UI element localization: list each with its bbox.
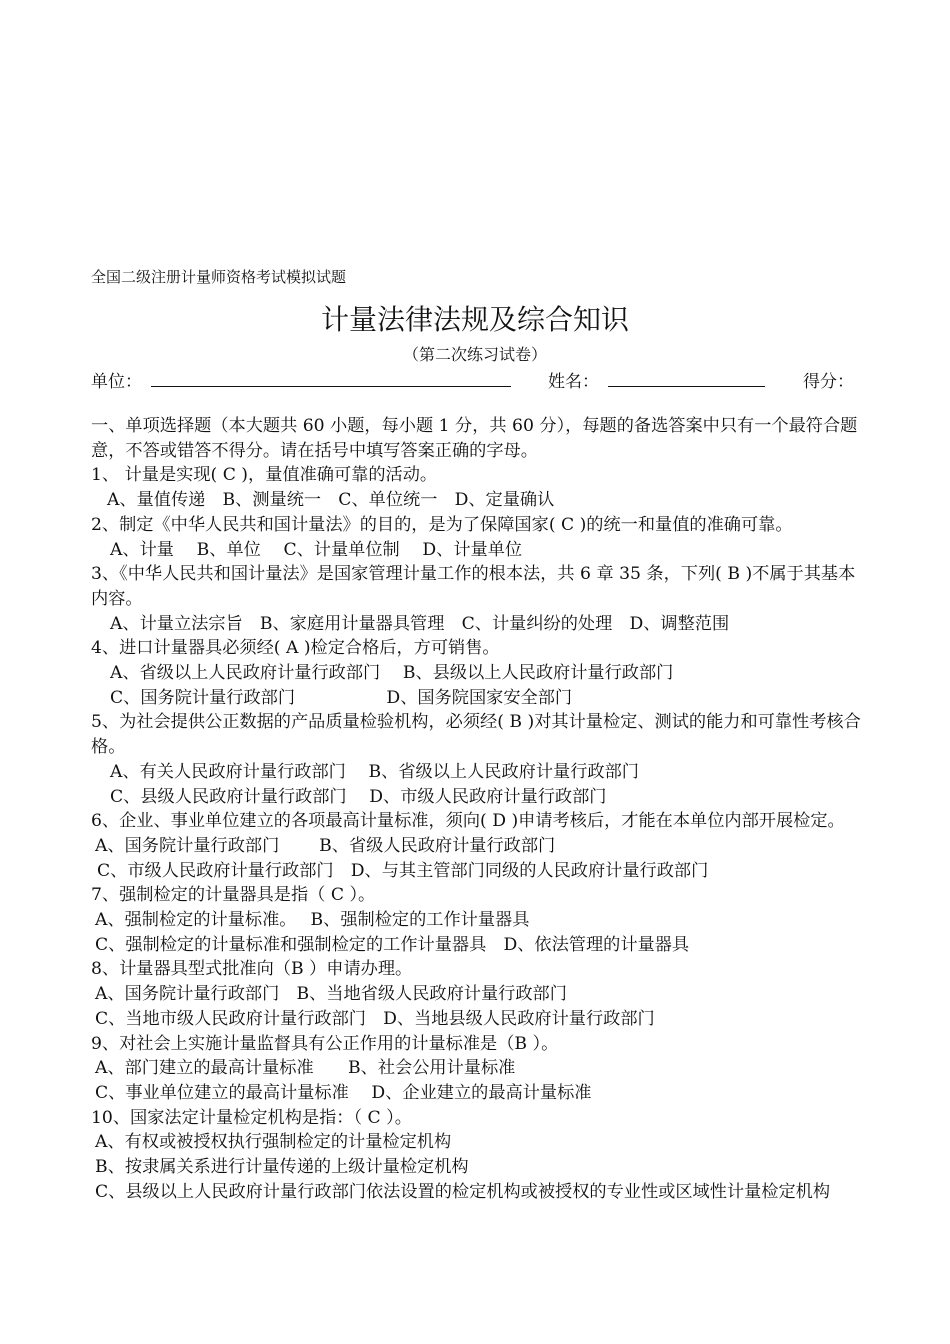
question-stem: 9、对社会上实施计量监督具有公正作用的计量标准是（B ）。 (91, 1033, 559, 1054)
question-stem: 3、《中华人民共和国计量法》是国家管理计量工作的根本法，共 6 章 35 条，下列( B )不属于其基本内容。 (91, 564, 856, 609)
question-option-line: A、部门建立的最高计量标准 B、社会公用计量标准 (95, 1058, 516, 1079)
question-option-line: A、强制检定的计量标准。 B、强制检定的工作计量器具 (95, 910, 530, 931)
page-subtitle: （第二次练习试卷） (402, 345, 547, 364)
question-stem: 8、计量器具型式批准向（B ）申请办理。 (91, 959, 413, 980)
exam-name: 全国二级注册计量师资格考试模拟试题 (91, 268, 347, 286)
name-label: 姓名： (548, 372, 599, 392)
question-stem: 5、为社会提供公正数据的产品质量检验机构，必须经( B )对其计量检定、测试的能力和可靠性考核合格。 (91, 712, 861, 758)
section-intro: 一、单项选择题（本大题共 60 小题，每小题 1 分，共 60 分），每题的备选答案中只有一个最符合题意，不答或错答不得分。请在括号中填写答案正确的字母。 (91, 416, 858, 461)
question-option-line: C、县级以上人民政府计量行政部门依法设置的检定机构或被授权的专业性或区域性计量检定机构 (95, 1181, 831, 1202)
question-list (91, 414, 861, 1205)
question-option-line: C、强制检定的计量标准和强制检定的工作计量器具 D、依法管理的计量器具 (95, 934, 690, 955)
question-option-line: A、计量 B、单位 C、计量单位制 D、计量单位 (110, 539, 523, 560)
question-option-line: A、省级以上人民政府计量行政部门 B、县级以上人民政府计量行政部门 (110, 663, 674, 684)
question-option-line: C、县级人民政府计量行政部门 D、市级人民政府计量行政部门 (110, 786, 607, 807)
question-option-line: C、事业单位建立的最高计量标准 D、企业建立的最高计量标准 (95, 1082, 592, 1103)
question-option-line: C、市级人民政府计量行政部门 D、与其主管部门同级的人民政府计量行政部门 (97, 860, 709, 881)
page-title: 计量法律法规及综合知识 (320, 303, 629, 336)
question-stem: 6、企业、事业单位建立的各项最高计量标准，须向( D )申请考核后，才能在本单位内部开展检定。 (91, 811, 845, 832)
unit-field[interactable] (151, 386, 511, 387)
question-stem: 1、 计量是实现( C )，量值准确可靠的活动。 (91, 465, 438, 486)
info-fields (91, 367, 861, 393)
question-option-line: A、计量立法宗旨 B、家庭用计量器具管理 C、计量纠纷的处理 D、调整范围 (110, 613, 730, 634)
score-label: 得分： (803, 372, 854, 392)
question-option-line: B、按隶属关系进行计量传递的上级计量检定机构 (95, 1157, 469, 1178)
question-stem: 2、制定《中华人民共和国计量法》的目的，是为了保障国家( C )的统一和量值的准确可靠。 (91, 514, 793, 535)
question-option-line: A、量值传递 B、测量统一 C、单位统一 D、定量确认 (107, 490, 555, 511)
question-option-line: A、有关人民政府计量行政部门 B、省级以上人民政府计量行政部门 (110, 761, 639, 782)
unit-label: 单位： (91, 372, 142, 392)
question-stem: 4、进口计量器具必须经( A )检定合格后，方可销售。 (91, 638, 500, 659)
question-stem: 7、强制检定的计量器具是指（ C ）。 (91, 885, 376, 906)
question-option-line: A、国务院计量行政部门 B、当地省级人民政府计量行政部门 (95, 984, 567, 1005)
question-option-line: A、有权或被授权执行强制检定的计量检定机构 (95, 1132, 452, 1153)
question-stem: 10、国家法定计量检定机构是指：（ C ）。 (91, 1107, 412, 1128)
question-option-line: C、当地市级人民政府计量行政部门 D、当地县级人民政府计量行政部门 (95, 1008, 655, 1029)
name-field[interactable] (608, 386, 765, 387)
question-option-line: A、国务院计量行政部门 B、省级人民政府计量行政部门 (95, 835, 556, 856)
question-option-line: C、国务院计量行政部门 D、国务院国家安全部门 (110, 687, 573, 708)
